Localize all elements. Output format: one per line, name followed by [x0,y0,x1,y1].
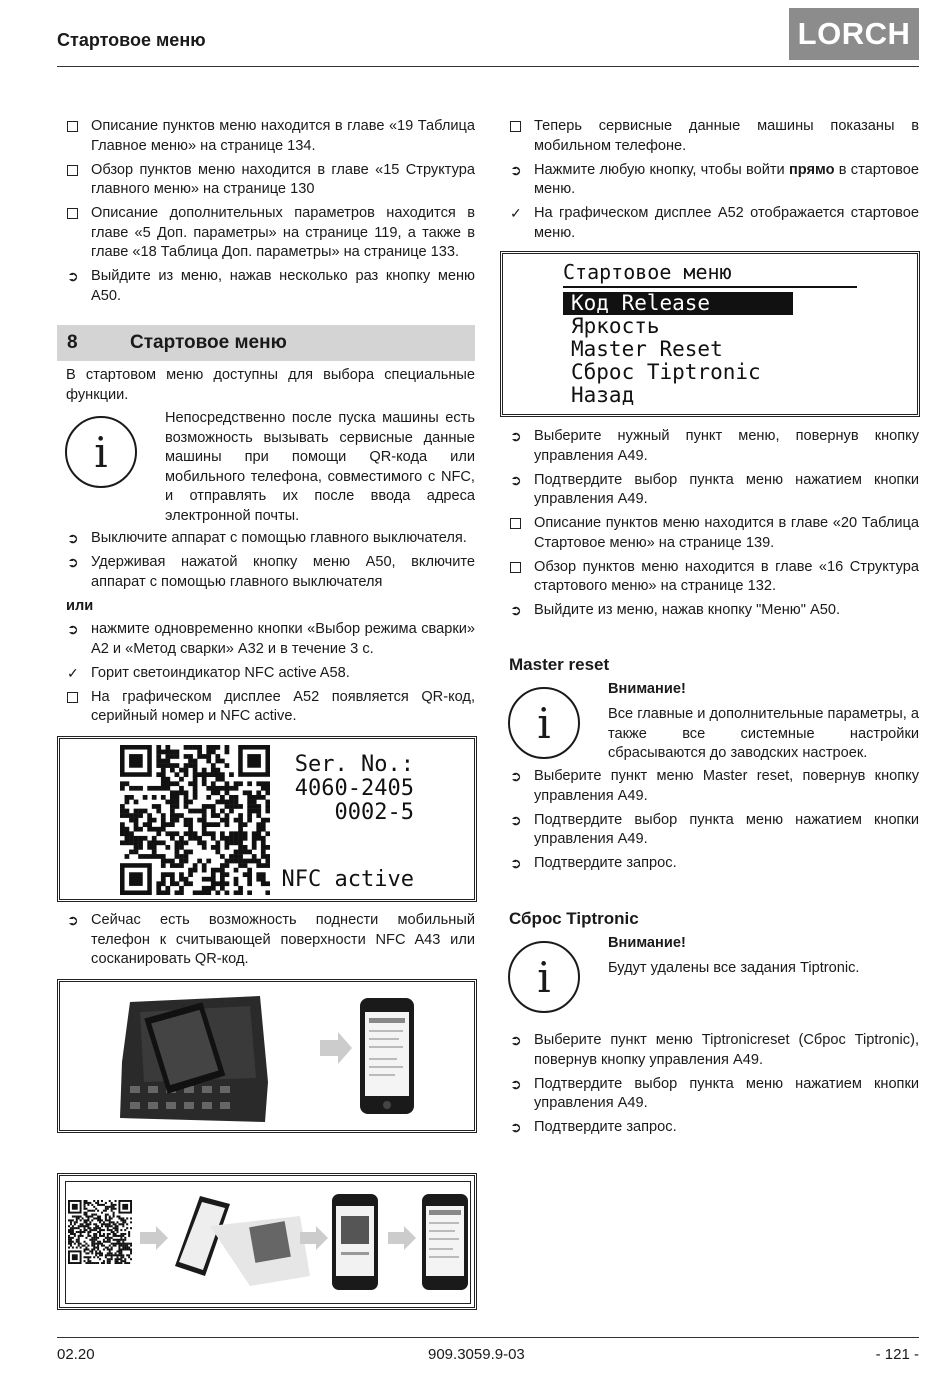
qr-code-image [120,745,270,895]
qr-display-frame [57,736,477,902]
section-heading [57,325,475,361]
info-icon: i [508,941,580,1013]
section-number: 8 [67,332,78,353]
list-item [500,1031,919,1070]
arrow-icon: ➲ [510,471,522,488]
list-item-text: Описание пунктов меню находится в главе «19 Таблица Главное меню» на странице 134. [91,118,475,154]
nfc-figure-frame [57,979,477,1133]
list-item-text: Выберите пункт меню Tiptronicreset (Сброс Tiptronic), повернув кнопку управления A49. [534,1032,919,1068]
info-note-text: Непосредственно после пуска машины есть возможность вызывать сервисные данные машины при помощи QR-кода или мобильного телефона, совместимого с NFC, и отправлять их после ввода адреса электронной почты. [165,410,475,524]
list-item-text: Горит светоиндикатор NFC active A58. [91,664,350,681]
arrow-icon: ➲ [510,602,522,618]
master-reset-list [500,767,919,878]
list-item [500,161,919,200]
or-label: или [66,598,94,614]
list-item-text: Удерживая нажатой кнопку меню A50, включите аппарат с помощью главного выключателя [91,554,475,590]
left-top-list [57,117,475,311]
list-item [500,811,919,850]
list-item [500,854,919,874]
arrow-icon: ➲ [67,530,79,546]
qr-scan-illustration [60,1176,474,1307]
list-item [500,204,919,243]
info-icon: i [508,687,580,759]
section-title: Стартовое меню [130,332,287,353]
list-item [500,1118,919,1138]
list-item-text: На графическом дисплее A52 отображается стартовое меню. [534,205,919,241]
list-item [57,204,475,263]
footer-rule [57,1337,919,1338]
list-item-text: Подтвердите выбор пункта меню нажатием кнопки управления A49. [534,811,919,847]
menu-item: Master Reset [571,337,723,361]
list-item [500,471,919,510]
list-item-text: Нажмите любую кнопку, чтобы войти [534,161,789,178]
page-header-title: Стартовое меню [57,30,206,50]
checkbox-icon [510,117,528,138]
nfc-illustration [60,982,474,1130]
menu-display-title: Стартовое меню [563,260,732,284]
left-after-display-list [57,911,475,974]
checkbox-icon [67,688,85,709]
qr-scan-figure-frame [57,1173,477,1310]
tiptronic-heading: Сброс Tiptronic [509,909,639,928]
list-item-text: Выберите нужный пункт меню, повернув кнопку управления A49. [534,428,919,464]
tiptronic-info: Будут удалены все задания Tiptronic. [608,960,860,976]
footer-date: 02.20 [57,1346,95,1363]
nfc-active-label: NFC active [281,867,414,892]
list-item [500,767,919,806]
list-item [57,688,475,727]
list-item-text: На графическом дисплее A52 появляется QR-код, серийный номер и NFC active. [91,688,475,724]
arrow-icon: ➲ [510,768,522,784]
list-item-text: Обзор пунктов меню находится в главе «15 Структура главного меню» на странице 130 [91,161,475,197]
list-item-text: Подтвердите выбор пункта меню нажатием кнопки управления A49. [534,1075,919,1111]
list-item [57,267,475,306]
menu-item: Сброс Tiptronic [571,360,761,384]
menu-display-frame [500,251,920,417]
checkbox-icon [67,117,85,138]
left-or-list [57,620,475,731]
left-mid-list [57,529,475,597]
checkbox-icon [67,204,85,225]
checkmark-icon: ✓ [510,205,522,221]
arrow-icon: ➲ [510,1119,522,1135]
arrow-icon: ➲ [67,912,79,928]
menu-item-selected: Код Release [563,292,793,315]
list-item [57,911,475,970]
list-item [57,161,475,200]
section-intro: В стартовом меню доступны для выбора специальные функции. [66,367,475,403]
list-item-text: Обзор пунктов меню находится в главе «16 Структура стартового меню» на странице 132. [534,558,919,594]
serial-line-2: 0002-5 [334,800,414,825]
list-item [500,427,919,466]
menu-item: Яркость [571,314,660,338]
master-reset-info: Все главные и дополнительные параметры, а также все системные настройки сбрасываются до заводских настроек. [608,706,919,761]
list-item [57,664,475,684]
list-item [57,620,475,659]
list-item-text: Описание пунктов меню находится в главе «20 Таблица Стартовое меню» на странице 139. [534,515,919,551]
list-item [500,514,919,553]
list-item-text: Подтвердите запрос. [534,1119,677,1135]
menu-title-underline [563,286,857,288]
list-item [500,117,919,156]
list-item-bold-text: прямо [788,161,835,178]
arrow-icon: ➲ [510,855,522,871]
list-item-text: Теперь сервисные данные машины показаны в мобильном телефоне. [534,118,919,154]
arrow-icon: ➲ [67,621,79,637]
arrow-icon: ➲ [510,811,522,828]
header-rule [57,66,919,67]
list-item [57,529,475,549]
list-item-text: Подтвердите выбор пункта меню нажатием кнопки управления A49. [534,471,919,507]
list-item-text: Выберите пункт меню Master reset, повернув кнопку управления A49. [534,768,919,804]
footer-doc-number: 909.3059.9-03 [428,1346,525,1363]
lorch-logo: LORCH [789,8,919,60]
menu-item: Назад [571,383,635,407]
right-after-menu-list [500,427,919,625]
checkbox-icon [510,514,528,535]
list-item [500,601,919,621]
list-item-text: Описание дополнительных параметров находится в главе «5 Доп. параметры» на странице 119, а также в главе «18 Таблица Доп. параметры» на странице 133. [91,205,475,260]
menu-display-list [563,292,793,407]
arrow-icon: ➲ [510,1075,522,1092]
checkbox-icon [510,558,528,579]
checkbox-icon [67,161,85,182]
arrow-icon: ➲ [67,554,79,570]
arrow-icon: ➲ [510,161,522,178]
serial-label: Ser. No.: [294,752,414,777]
list-item-text: нажмите одновременно кнопки «Выбор режима сварки» A2 и «Метод сварки» A32 и в течение 3 с. [91,621,475,657]
right-top-list [500,117,919,248]
list-item-text: Выйдите из меню, нажав кнопку "Меню" A50. [534,602,840,618]
arrow-icon: ➲ [510,1032,522,1048]
tiptronic-list [500,1031,919,1142]
master-reset-heading: Master reset [509,655,610,674]
list-item [500,558,919,597]
list-item [57,553,475,592]
arrow-icon: ➲ [510,428,522,444]
footer-page-number: - 121 - [875,1346,919,1363]
list-item-text: Сейчас есть возможность поднести мобильный телефон к считывающей поверхности NFC A43 или сосканировать QR-код. [91,912,475,967]
list-item-text: в стартовое меню. [534,161,919,197]
list-item-text: Выйдите из меню, нажав несколько раз кнопку меню A50. [91,268,475,304]
list-item-text: Подтвердите запрос. [534,855,677,871]
list-item [57,117,475,156]
attention-label: Внимание! [608,681,686,697]
list-item [500,1075,919,1114]
arrow-icon: ➲ [67,268,79,284]
serial-line-1: 4060-2405 [294,776,414,801]
info-icon: i [65,416,137,488]
checkmark-icon: ✓ [67,664,79,681]
attention-label: Внимание! [608,935,686,951]
list-item-text: Выключите аппарат с помощью главного выключателя. [91,530,467,546]
